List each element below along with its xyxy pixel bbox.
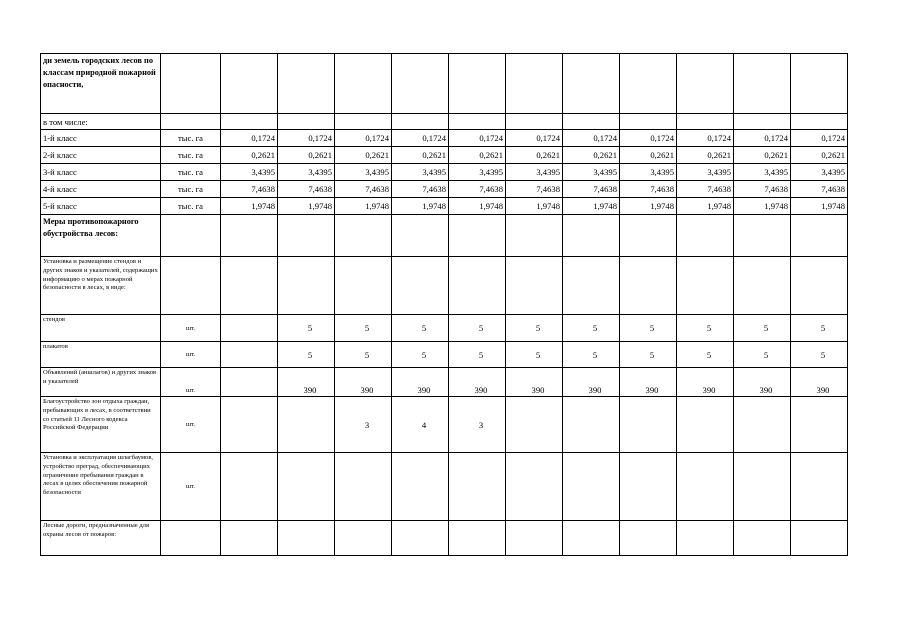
value-cell: 0,2621	[563, 147, 620, 164]
value-cell	[221, 257, 278, 315]
value-cell: 0,2621	[620, 147, 677, 164]
row-label: 2-й класс	[41, 147, 161, 164]
table-row	[41, 114, 848, 130]
value-cell	[335, 114, 392, 130]
value-cell: 7,4638	[791, 181, 848, 198]
value-cell: 0,2621	[278, 147, 335, 164]
value-cell: 7,4638	[563, 181, 620, 198]
value-cell: 5	[335, 315, 392, 342]
value-cell	[620, 397, 677, 453]
row-label: 4-й класс	[41, 181, 161, 198]
value-cell	[791, 114, 848, 130]
value-cell	[791, 397, 848, 453]
value-cell: 390	[620, 368, 677, 397]
value-cell: 7,4638	[620, 181, 677, 198]
value-cell	[677, 114, 734, 130]
value-cell	[335, 521, 392, 556]
value-cell	[620, 453, 677, 521]
value-cell	[506, 215, 563, 257]
value-cell: 7,4638	[677, 181, 734, 198]
value-cell: 7,4638	[278, 181, 335, 198]
value-cell: 5	[392, 315, 449, 342]
value-cell: 1,9748	[278, 198, 335, 215]
value-cell: 5	[620, 342, 677, 368]
value-cell: 3,4395	[392, 164, 449, 181]
value-cell	[392, 114, 449, 130]
value-cell: 390	[791, 368, 848, 397]
value-cell	[563, 521, 620, 556]
value-cell	[734, 257, 791, 315]
value-cell: 0,2621	[734, 147, 791, 164]
row-label: 3-й класс	[41, 164, 161, 181]
value-cell	[677, 453, 734, 521]
value-cell	[791, 54, 848, 114]
value-cell: 3	[335, 397, 392, 453]
value-cell	[449, 54, 506, 114]
value-cell	[677, 521, 734, 556]
value-cell	[278, 453, 335, 521]
row-label: Объявлений (аншлагов) и других знаков и указателей	[41, 368, 161, 397]
value-cell	[449, 114, 506, 130]
value-cell	[620, 521, 677, 556]
value-cell	[221, 368, 278, 397]
value-cell	[563, 114, 620, 130]
row-unit: шт.	[161, 397, 221, 453]
value-cell: 3,4395	[506, 164, 563, 181]
value-cell: 5	[734, 315, 791, 342]
value-cell	[278, 54, 335, 114]
value-cell	[506, 114, 563, 130]
row-label: стендов	[41, 315, 161, 342]
row-label: ди земель городских лесов по классам природной пожарной опасности,	[41, 54, 161, 114]
value-cell: 390	[449, 368, 506, 397]
table-row	[41, 368, 848, 397]
row-label: Благоустройство зон отдыха граждан, пребывающих в лесах, в соответствии со статьей 11 Лесного кодекса Российской Федерации	[41, 397, 161, 453]
value-cell: 3,4395	[791, 164, 848, 181]
value-cell: 5	[335, 342, 392, 368]
table-row	[41, 130, 848, 147]
value-cell	[677, 215, 734, 257]
row-unit	[161, 257, 221, 315]
row-unit	[161, 215, 221, 257]
value-cell: 1,9748	[677, 198, 734, 215]
value-cell: 390	[563, 368, 620, 397]
value-cell	[677, 54, 734, 114]
value-cell	[392, 257, 449, 315]
table-row	[41, 164, 848, 181]
value-cell	[506, 54, 563, 114]
value-cell	[221, 453, 278, 521]
value-cell: 0,1724	[335, 130, 392, 147]
row-label: Установка и эксплуатация шлагбаумов, устройство преград, обеспечивающих ограничение пребывания граждан в лесах в целях обеспечения пожарной безопасности	[41, 453, 161, 521]
value-cell	[791, 453, 848, 521]
value-cell: 5	[677, 342, 734, 368]
value-cell: 5	[563, 315, 620, 342]
value-cell: 7,4638	[449, 181, 506, 198]
row-unit	[161, 54, 221, 114]
value-cell	[734, 453, 791, 521]
value-cell: 1,9748	[392, 198, 449, 215]
value-cell	[221, 397, 278, 453]
value-cell: 1,9748	[335, 198, 392, 215]
value-cell	[791, 215, 848, 257]
value-cell: 3,4395	[620, 164, 677, 181]
value-cell: 5	[278, 315, 335, 342]
value-cell: 0,2621	[449, 147, 506, 164]
table-row	[41, 54, 848, 114]
value-cell: 7,4638	[506, 181, 563, 198]
row-unit: шт.	[161, 368, 221, 397]
value-cell: 0,1724	[392, 130, 449, 147]
row-label: в том числе:	[41, 114, 161, 130]
value-cell: 0,1724	[791, 130, 848, 147]
value-cell	[392, 453, 449, 521]
value-cell	[449, 453, 506, 521]
value-cell	[392, 215, 449, 257]
value-cell: 5	[791, 315, 848, 342]
table-row	[41, 521, 848, 556]
value-cell	[563, 54, 620, 114]
value-cell: 3,4395	[677, 164, 734, 181]
value-cell: 1,9748	[620, 198, 677, 215]
value-cell: 1,9748	[221, 198, 278, 215]
value-cell: 7,4638	[392, 181, 449, 198]
value-cell	[734, 54, 791, 114]
value-cell: 0,1724	[734, 130, 791, 147]
value-cell: 7,4638	[221, 181, 278, 198]
value-cell: 1,9748	[563, 198, 620, 215]
value-cell	[620, 215, 677, 257]
value-cell	[278, 215, 335, 257]
value-cell	[734, 114, 791, 130]
value-cell	[563, 453, 620, 521]
value-cell	[392, 521, 449, 556]
value-cell: 390	[335, 368, 392, 397]
value-cell: 0,1724	[563, 130, 620, 147]
value-cell: 1,9748	[791, 198, 848, 215]
value-cell: 390	[734, 368, 791, 397]
value-cell	[449, 521, 506, 556]
value-cell: 0,2621	[221, 147, 278, 164]
value-cell	[278, 257, 335, 315]
value-cell	[677, 397, 734, 453]
value-cell: 5	[449, 342, 506, 368]
value-cell: 5	[278, 342, 335, 368]
row-unit	[161, 521, 221, 556]
value-cell	[620, 54, 677, 114]
value-cell	[278, 397, 335, 453]
value-cell: 390	[278, 368, 335, 397]
value-cell: 5	[506, 342, 563, 368]
table-row	[41, 147, 848, 164]
value-cell: 3,4395	[278, 164, 335, 181]
table-row	[41, 181, 848, 198]
row-unit	[161, 114, 221, 130]
row-unit: тыс. га	[161, 198, 221, 215]
value-cell: 3,4395	[335, 164, 392, 181]
value-cell	[620, 257, 677, 315]
row-label: 1-й класс	[41, 130, 161, 147]
row-label: Меры противопожарного обустройства лесов:	[41, 215, 161, 257]
value-cell: 0,2621	[677, 147, 734, 164]
value-cell: 0,1724	[221, 130, 278, 147]
value-cell	[563, 257, 620, 315]
value-cell: 0,2621	[335, 147, 392, 164]
value-cell: 1,9748	[506, 198, 563, 215]
forest-fire-table	[40, 53, 848, 556]
row-label: Лесные дороги, предназначенные для охраны лесов от пожаров:	[41, 521, 161, 556]
value-cell	[221, 114, 278, 130]
value-cell	[221, 521, 278, 556]
value-cell	[734, 521, 791, 556]
value-cell	[449, 257, 506, 315]
value-cell: 1,9748	[449, 198, 506, 215]
value-cell	[734, 397, 791, 453]
row-label: 5-й класс	[41, 198, 161, 215]
table-row	[41, 453, 848, 521]
value-cell	[392, 54, 449, 114]
row-unit: шт.	[161, 315, 221, 342]
value-cell	[506, 397, 563, 453]
value-cell	[506, 521, 563, 556]
value-cell: 5	[677, 315, 734, 342]
value-cell: 390	[506, 368, 563, 397]
value-cell: 0,2621	[392, 147, 449, 164]
value-cell	[278, 114, 335, 130]
value-cell: 390	[677, 368, 734, 397]
value-cell	[449, 215, 506, 257]
value-cell: 3,4395	[221, 164, 278, 181]
table-row	[41, 257, 848, 315]
value-cell: 0,2621	[506, 147, 563, 164]
table-row	[41, 397, 848, 453]
value-cell: 5	[449, 315, 506, 342]
row-unit: тыс. га	[161, 130, 221, 147]
value-cell: 3,4395	[734, 164, 791, 181]
value-cell: 5	[791, 342, 848, 368]
table-row	[41, 198, 848, 215]
value-cell: 390	[392, 368, 449, 397]
value-cell	[734, 215, 791, 257]
value-cell: 0,1724	[449, 130, 506, 147]
value-cell: 4	[392, 397, 449, 453]
table-row	[41, 215, 848, 257]
value-cell	[221, 342, 278, 368]
value-cell: 5	[392, 342, 449, 368]
value-cell: 5	[563, 342, 620, 368]
value-cell	[335, 257, 392, 315]
value-cell: 5	[734, 342, 791, 368]
table-row	[41, 315, 848, 342]
value-cell: 0,1724	[278, 130, 335, 147]
value-cell	[620, 114, 677, 130]
value-cell: 3,4395	[449, 164, 506, 181]
value-cell	[791, 257, 848, 315]
value-cell	[278, 521, 335, 556]
value-cell: 7,4638	[734, 181, 791, 198]
row-unit: шт.	[161, 453, 221, 521]
value-cell: 0,2621	[791, 147, 848, 164]
value-cell	[791, 521, 848, 556]
row-label: Установка и размещение стендов и других знаков и указателей, содержащих информацию о мерах пожарной безопасности в лесах, в виде:	[41, 257, 161, 315]
row-label: плакатов	[41, 342, 161, 368]
value-cell: 0,1724	[677, 130, 734, 147]
value-cell	[677, 257, 734, 315]
value-cell	[506, 257, 563, 315]
value-cell	[563, 215, 620, 257]
table-row	[41, 342, 848, 368]
value-cell	[335, 54, 392, 114]
value-cell	[221, 215, 278, 257]
value-cell: 7,4638	[335, 181, 392, 198]
value-cell: 5	[506, 315, 563, 342]
value-cell	[335, 215, 392, 257]
value-cell	[335, 453, 392, 521]
row-unit: тыс. га	[161, 164, 221, 181]
row-unit: тыс. га	[161, 181, 221, 198]
value-cell	[221, 315, 278, 342]
value-cell: 5	[620, 315, 677, 342]
value-cell: 3,4395	[563, 164, 620, 181]
value-cell: 0,1724	[620, 130, 677, 147]
value-cell: 3	[449, 397, 506, 453]
value-cell	[506, 453, 563, 521]
value-cell: 0,1724	[506, 130, 563, 147]
row-unit: шт.	[161, 342, 221, 368]
row-unit: тыс. га	[161, 147, 221, 164]
value-cell: 1,9748	[734, 198, 791, 215]
value-cell	[221, 54, 278, 114]
value-cell	[563, 397, 620, 453]
